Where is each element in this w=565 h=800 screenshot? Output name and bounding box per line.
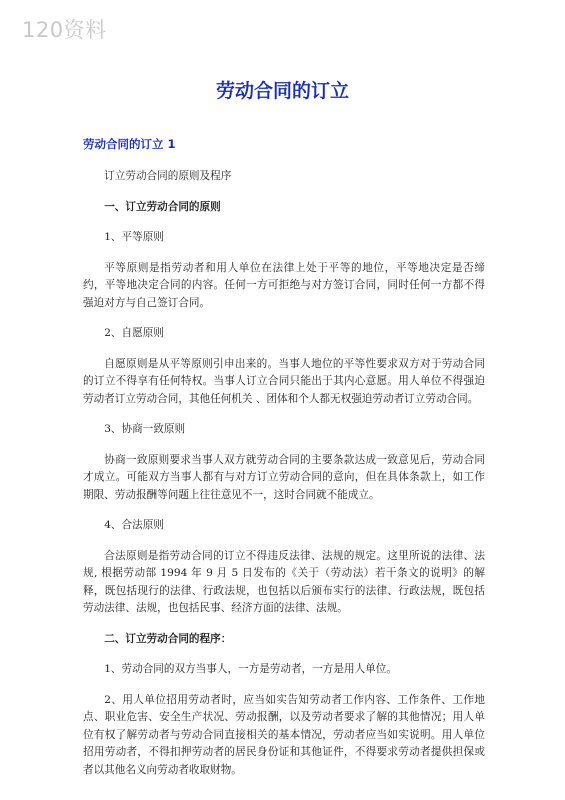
principle-4-body: 合法原则是指劳动合同的订立不得违反法律、法规的规定。这里所说的法律、法规, 根据劳动部 1994 年 9 月 5 日发布的《关于（劳动法）若干条文的说明》的解释，既包括现行的法律、行政法规，也包括以后颁布实行的法律、行政法规，既包括劳动法律、法规，也包括民事、经济方面的法律、法规。 (83, 549, 485, 614)
principle-1-heading: 1、平等原则 (104, 231, 164, 243)
procedure-1: 1、劳动合同的双方当事人，一方是劳动者，一方是用人单位。 (104, 663, 397, 675)
document-body (83, 168, 485, 779)
subheading-principles: 一、订立劳动合同的原则 (104, 200, 221, 213)
subheading-procedure: 二、订立劳动合同的程序： (104, 632, 232, 645)
principle-4-heading: 4、合法原则 (104, 519, 164, 531)
procedure-2: 2、用人单位招用劳动者时，应当如实告知劳动者工作内容、工作条件、工作地点、职业危害、安全生产状况、劳动报酬，以及劳动者要求了解的其他情况；用人单位有权了解劳动者与劳动合同直接相关的基本情况，劳动者应当如实说明。用人单位招用劳动者，不得扣押劳动者的居民身份证和其他证件，不得要求劳动者提供担保或者以其他名义向劳动者收取财物。 (83, 693, 485, 776)
principle-2-heading: 2、自愿原则 (104, 327, 164, 339)
principle-2-body: 自愿原则是从平等原则引申出来的。当事人地位的平等性要求双方对于劳动合同的订立不得享有任何特权。当事人订立合同只能出于其内心意愿。用人单位不得强迫劳动者订立劳动合同，其他任何机关 、团体和个人都无权强迫劳动者订立劳动合同。 (83, 357, 485, 405)
principle-1-body: 平等原则是指劳动者和用人单位在法律上处于平等的地位，平等地决定是否缔约，平等地决定合同的内容。任何一方可拒绝与对方签订合同，同时任何一方都不得强迫对方与自己签订合同。 (83, 261, 485, 309)
document-title: 劳动合同的订立 (215, 80, 349, 102)
principle-3-heading: 3、协商一致原则 (104, 423, 186, 435)
principle-3-body: 协商一致原则要求当事人双方就劳动合同的主要条款达成一致意见后，劳动合同才成立。可能双方当事人都有与对方订立劳动合同的意向，但在具体条款上，如工作期限、劳动报酬等问题上往往意见不一，这时合同就不能成立。 (83, 453, 485, 501)
watermark-logo: 120资料 (22, 18, 107, 42)
intro-line: 订立劳动合同的原则及程序 (104, 170, 232, 182)
section-heading: 劳动合同的订立 1 (83, 137, 176, 151)
